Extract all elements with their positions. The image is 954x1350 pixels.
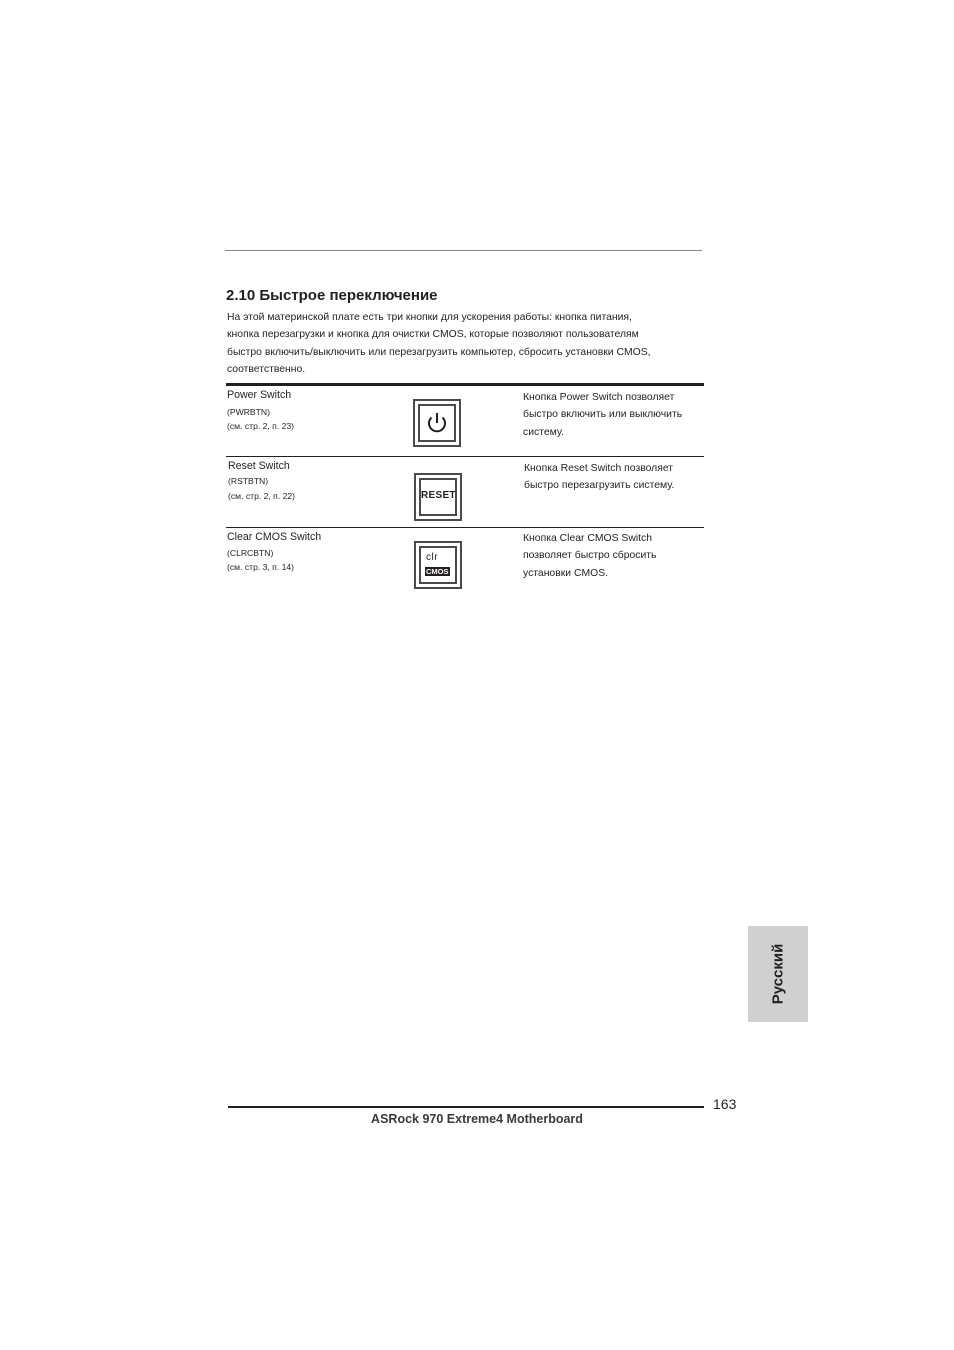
switch-description: Кнопка Power Switch позволяет быстро включить или выключить систему. bbox=[523, 392, 683, 438]
switch-label: Reset Switch bbox=[228, 460, 290, 472]
switch-page-ref: (см. стр. 3, п. 14) bbox=[227, 562, 295, 572]
reset-icon-text: RESET bbox=[421, 490, 456, 501]
switch-label: Clear CMOS Switch bbox=[227, 531, 322, 543]
switch-row-clear-cmos bbox=[226, 527, 704, 598]
intro-line: кнопка перезагрузки и кнопка для очистки CMOS, которые позволяют пользователям bbox=[227, 329, 639, 341]
switch-row-power bbox=[226, 383, 704, 459]
clear-cmos-icon bbox=[414, 541, 462, 589]
top-divider bbox=[225, 250, 702, 251]
switch-description: Кнопка Clear CMOS Switch позволяет быстро сбросить установки CMOS. bbox=[523, 533, 657, 579]
switch-page-ref: (см. стр. 2, п. 22) bbox=[228, 491, 296, 501]
switch-code: (CLRCBTN) bbox=[227, 548, 274, 558]
page-number: 163 bbox=[713, 1096, 737, 1112]
switch-code: (RSTBTN) bbox=[228, 476, 269, 486]
switch-page-ref: (см. стр. 2, п. 23) bbox=[227, 421, 295, 431]
switch-code: (PWRBTN) bbox=[227, 407, 270, 417]
language-tab bbox=[748, 926, 808, 1022]
switch-row-reset bbox=[226, 456, 704, 528]
intro-line: быстро включить/выключить или перезагрузить компьютер, сбросить установки CMOS, bbox=[227, 346, 651, 358]
clear-cmos-icon-cmos: CMOS bbox=[426, 567, 449, 576]
intro-line: На этой материнской плате есть три кнопки для ускорения работы: кнопка питания, bbox=[227, 312, 632, 323]
switch-label: Power Switch bbox=[227, 389, 292, 401]
switch-description: Кнопка Reset Switch позволяет быстро перезагрузить систему. bbox=[524, 463, 675, 492]
power-icon bbox=[413, 399, 461, 447]
footer-divider bbox=[228, 1106, 704, 1108]
footer-text: ASRock 970 Extreme4 Motherboard bbox=[371, 1112, 583, 1126]
clear-cmos-icon-clr: clr bbox=[426, 552, 439, 563]
language-tab-label: Русский bbox=[769, 943, 787, 1005]
intro-line: соответственно. bbox=[227, 363, 306, 375]
reset-icon bbox=[414, 473, 462, 521]
intro-paragraph bbox=[227, 309, 707, 378]
section-title: 2.10 Быстрое переключение bbox=[226, 287, 438, 304]
